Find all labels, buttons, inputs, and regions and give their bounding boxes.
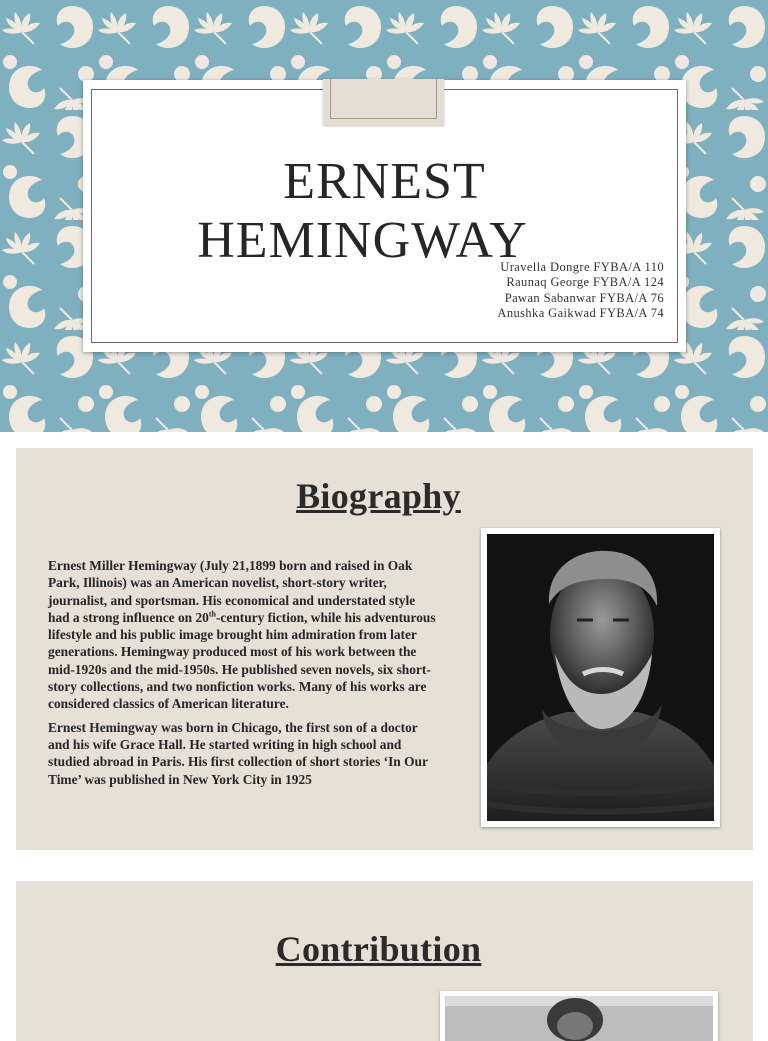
portrait-photo-frame xyxy=(481,528,720,827)
author-name: Anushka Gaikwad FYBA/A 74 xyxy=(497,305,664,320)
author-list xyxy=(497,260,664,321)
title-card-tab xyxy=(323,79,444,125)
presentation-title-line-1: ERNEST xyxy=(283,153,486,210)
biography-paragraph-1: Ernest Miller Hemingway (July 21,1899 born and raised in Oak Park, Illinois) was an American novelist, short-story writer, journalist, and sportsman. His economical and understated style had a strong influence on 20th-century fiction, while his adventurous lifestyle and his public image brought him admiration from later generations. Hemingway produced most of his work between the mid-1920s and the mid-1950s. He published seven novels, six short-story collections, and two nonfiction works. Many of his works are considered classics of American literature. xyxy=(48,558,436,712)
author-name: Pawan Sabanwar FYBA/A 76 xyxy=(504,290,664,305)
contribution-heading: Contribution xyxy=(275,929,482,969)
contribution-slide xyxy=(16,881,753,1041)
presentation-title-line-2: HEMINGWAY xyxy=(197,212,528,269)
portrait-photo xyxy=(487,534,714,821)
biography-slide xyxy=(16,448,753,850)
contribution-photo-frame xyxy=(440,991,718,1041)
biography-text xyxy=(48,557,440,794)
biography-paragraph-2: Ernest Hemingway was born in Chicago, the first son of a doctor and his wife Grace Hall. He started writing in high school and studied abroad in Paris. His first collection of short stories ‘In Our Time’ was published in New York City in 1925 xyxy=(48,719,428,787)
contribution-photo xyxy=(445,996,713,1041)
biography-heading: Biography xyxy=(296,476,461,516)
title-card xyxy=(83,80,686,352)
author-name: Raunaq George FYBA/A 124 xyxy=(506,275,664,290)
title-slide xyxy=(0,0,768,432)
author-name: Uravella Dongre FYBA/A 110 xyxy=(500,260,664,274)
